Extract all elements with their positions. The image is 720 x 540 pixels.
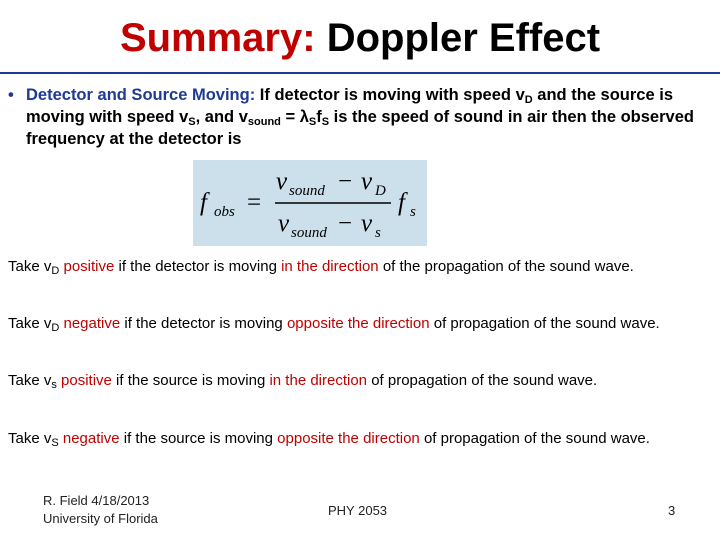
- rule-text: if the source is moving: [111, 372, 270, 389]
- formula-rhs: f: [398, 189, 405, 216]
- denominator-v2: v: [361, 210, 373, 237]
- rule-text: if the source is moving: [119, 430, 278, 447]
- footer-institution: University of Florida: [43, 511, 158, 526]
- numerator-v1: v: [276, 168, 288, 195]
- rule-sub: D: [51, 322, 60, 334]
- formula-rhs-sub: s: [410, 204, 416, 220]
- rule-text: of the propagation of the sound wave.: [378, 258, 634, 275]
- rule-source-positive: [8, 371, 688, 390]
- rule-direction: opposite the direction: [286, 315, 430, 332]
- bullet-sub-2: S: [188, 116, 196, 128]
- bullet-text-1: If detector is moving with speed v: [255, 86, 525, 104]
- slide-title: [0, 14, 720, 62]
- bullet-text-4: = λ: [280, 108, 309, 126]
- title-main: Doppler Effect: [326, 16, 601, 60]
- numerator-sub1: sound: [289, 183, 325, 199]
- rule-text: if the detector is moving: [120, 315, 287, 332]
- rule-text: of propagation of the sound wave.: [419, 430, 650, 447]
- denominator-sub2: s: [375, 225, 381, 241]
- doppler-formula: [193, 160, 427, 246]
- formula-lhs-sub: obs: [214, 204, 235, 220]
- bullet-sub-5: S: [321, 116, 330, 128]
- rule-source-negative: [8, 429, 688, 448]
- rule-text: Take v: [8, 372, 52, 389]
- numerator-v2: v: [361, 168, 373, 195]
- rule-text: of propagation of the sound wave.: [429, 315, 660, 332]
- footer-page-number: 3: [668, 503, 676, 518]
- bullet-sub-1: D: [524, 94, 533, 106]
- bullet-sub-4: S: [308, 116, 317, 128]
- rule-text: Take v: [8, 430, 52, 447]
- formula-equals: =: [247, 189, 262, 216]
- bullet-text-5: f: [316, 108, 322, 126]
- bullet-text-6: is the speed of sound in air then the observed frequency at the detector is: [26, 108, 694, 148]
- rule-detector-positive: [8, 257, 688, 276]
- rule-direction: opposite the direction: [277, 430, 420, 447]
- formula-lhs: f: [200, 189, 207, 216]
- rule-text: Take v: [8, 315, 52, 332]
- title-divider: [0, 72, 720, 74]
- rule-detector-negative: [8, 314, 688, 333]
- bullet-heading: Detector and Source Moving:: [26, 86, 256, 104]
- rule-sub: D: [51, 265, 60, 277]
- title-prefix: Summary:: [119, 16, 316, 60]
- bullet-text-3: , and v: [195, 108, 248, 126]
- rule-direction: in the direction: [281, 258, 379, 275]
- rule-text: of propagation of the sound wave.: [367, 372, 598, 389]
- bullet-text: [26, 84, 708, 150]
- rule-keyword: positive: [56, 372, 112, 389]
- rule-keyword: positive: [59, 258, 115, 275]
- bullet-text-2: and the source is moving with speed v: [26, 86, 674, 126]
- numerator-minus: −: [338, 168, 353, 195]
- denominator-minus: −: [338, 210, 353, 237]
- footer-author-block: [43, 492, 158, 528]
- rule-text: if the detector is moving: [114, 258, 282, 275]
- rule-keyword: negative: [59, 315, 121, 332]
- bullet-dot: •: [8, 86, 14, 104]
- footer-author: R. Field 4/18/2013: [43, 493, 150, 508]
- rule-sub: s: [51, 379, 57, 391]
- rule-sub: S: [51, 437, 59, 449]
- denominator-sub1: sound: [291, 225, 327, 241]
- rule-text: Take v: [8, 258, 52, 275]
- rule-direction: in the direction: [269, 372, 368, 389]
- rule-keyword: negative: [58, 430, 120, 447]
- footer-course: PHY 2053: [328, 503, 388, 518]
- numerator-sub2: D: [375, 183, 386, 199]
- bullet-sub-3: sound: [247, 116, 281, 128]
- denominator-v1: v: [278, 210, 290, 237]
- bullet-point: [8, 84, 708, 150]
